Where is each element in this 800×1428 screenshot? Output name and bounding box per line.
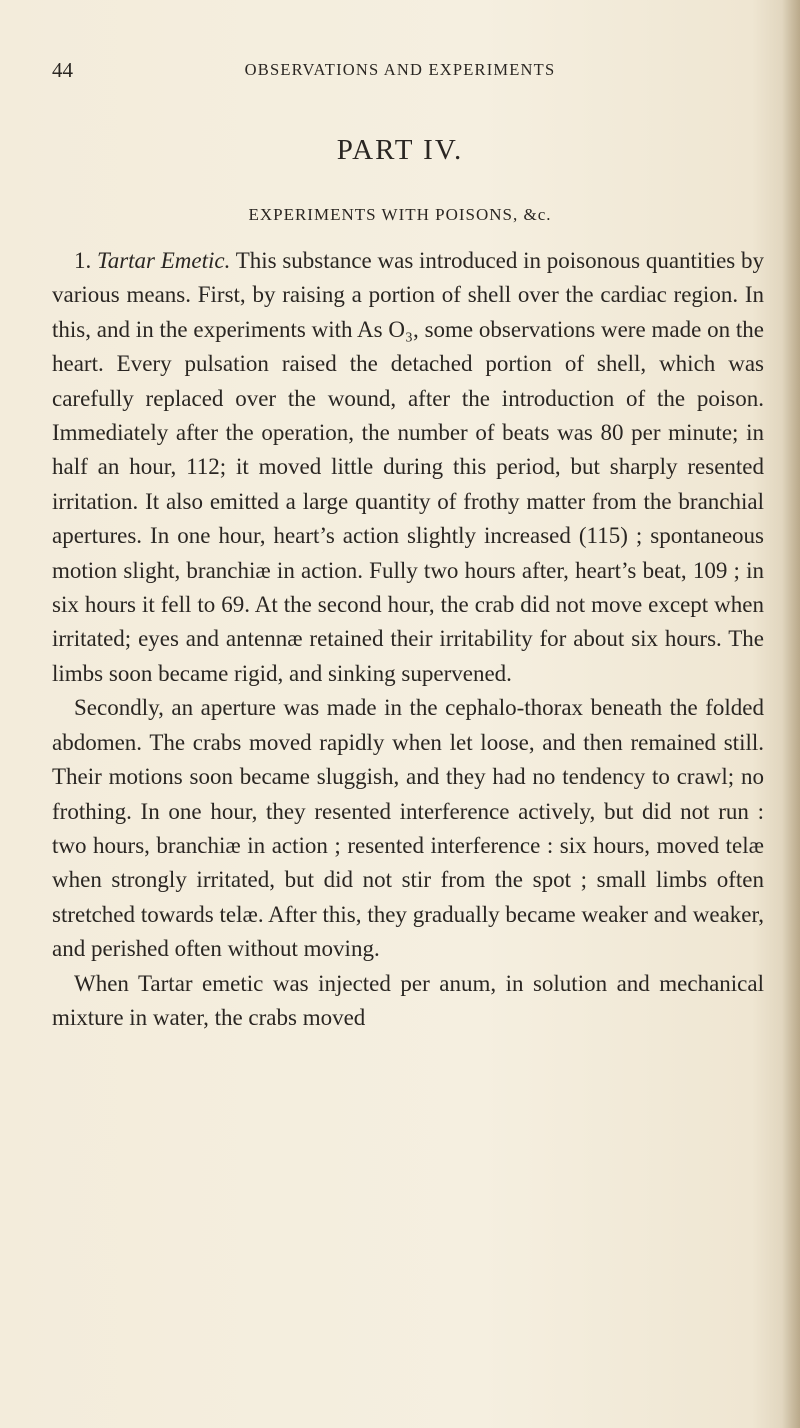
section-title: EXPERIMENTS WITH POISONS, &c. xyxy=(248,205,552,224)
part-title: PART IV. xyxy=(336,134,464,166)
running-head xyxy=(52,58,762,88)
paragraph-text: Secondly, an aperture was made in the cephalo-thorax beneath the folded abdomen. The crabs moved rapidly when let loose, and then remained still. Their motions soon became sluggish, and they had no tendency to crawl; no frothing. In one hour, they resented interference actively, but did not run : two hours, branchiæ in action ; resented interference : six hours, moved telæ when strongly irritated, but did not stir from the spot ; small limbs often stretched towards telæ. After this, they gradually became weaker and weaker, and perished often without moving. xyxy=(52,695,764,962)
page-number: 44 xyxy=(52,58,73,82)
paragraph-text: When Tartar emetic was injected per anum, in solution and mechanical mixture in water, the crabs moved xyxy=(52,970,764,1030)
body-text xyxy=(52,244,764,1035)
paragraph-text: This substance was introduced in poisonous quantities by various means. First, by raising a portion of shell over the cardiac region. In this, and in the experiments with As O₃, some observations were made on the heart. Every pulsation raised the detached portion of shell, which was carefully replaced over the wound, after the introduction of the poison. Immediately after the operation, the number of beats was 80 per minute; in half an hour, 112; it moved little during this period, but sharply resented irritation. It also emitted a large quantity of frothy matter from the branchial apertures. In one hour, heart’s action slightly increased (115) ; spontaneous motion slight, branchiæ in action. Fully two hours after, heart’s beat, 109 ; in six hours it fell to 69. At the second hour, the crab did not move except when irritated; eyes and antennæ retained their irritability for about six hours. The limbs soon became rigid, and sinking supervened. xyxy=(52,248,765,686)
running-head-title: OBSERVATIONS AND EXPERIMENTS xyxy=(244,60,556,79)
paragraph-heading: Tartar Emetic. xyxy=(97,248,231,273)
paragraph-number: 1. xyxy=(74,248,98,273)
paragraph-secondly xyxy=(52,691,764,966)
paragraph-injection xyxy=(52,967,764,1036)
paragraph-tartar-emetic xyxy=(52,244,764,691)
